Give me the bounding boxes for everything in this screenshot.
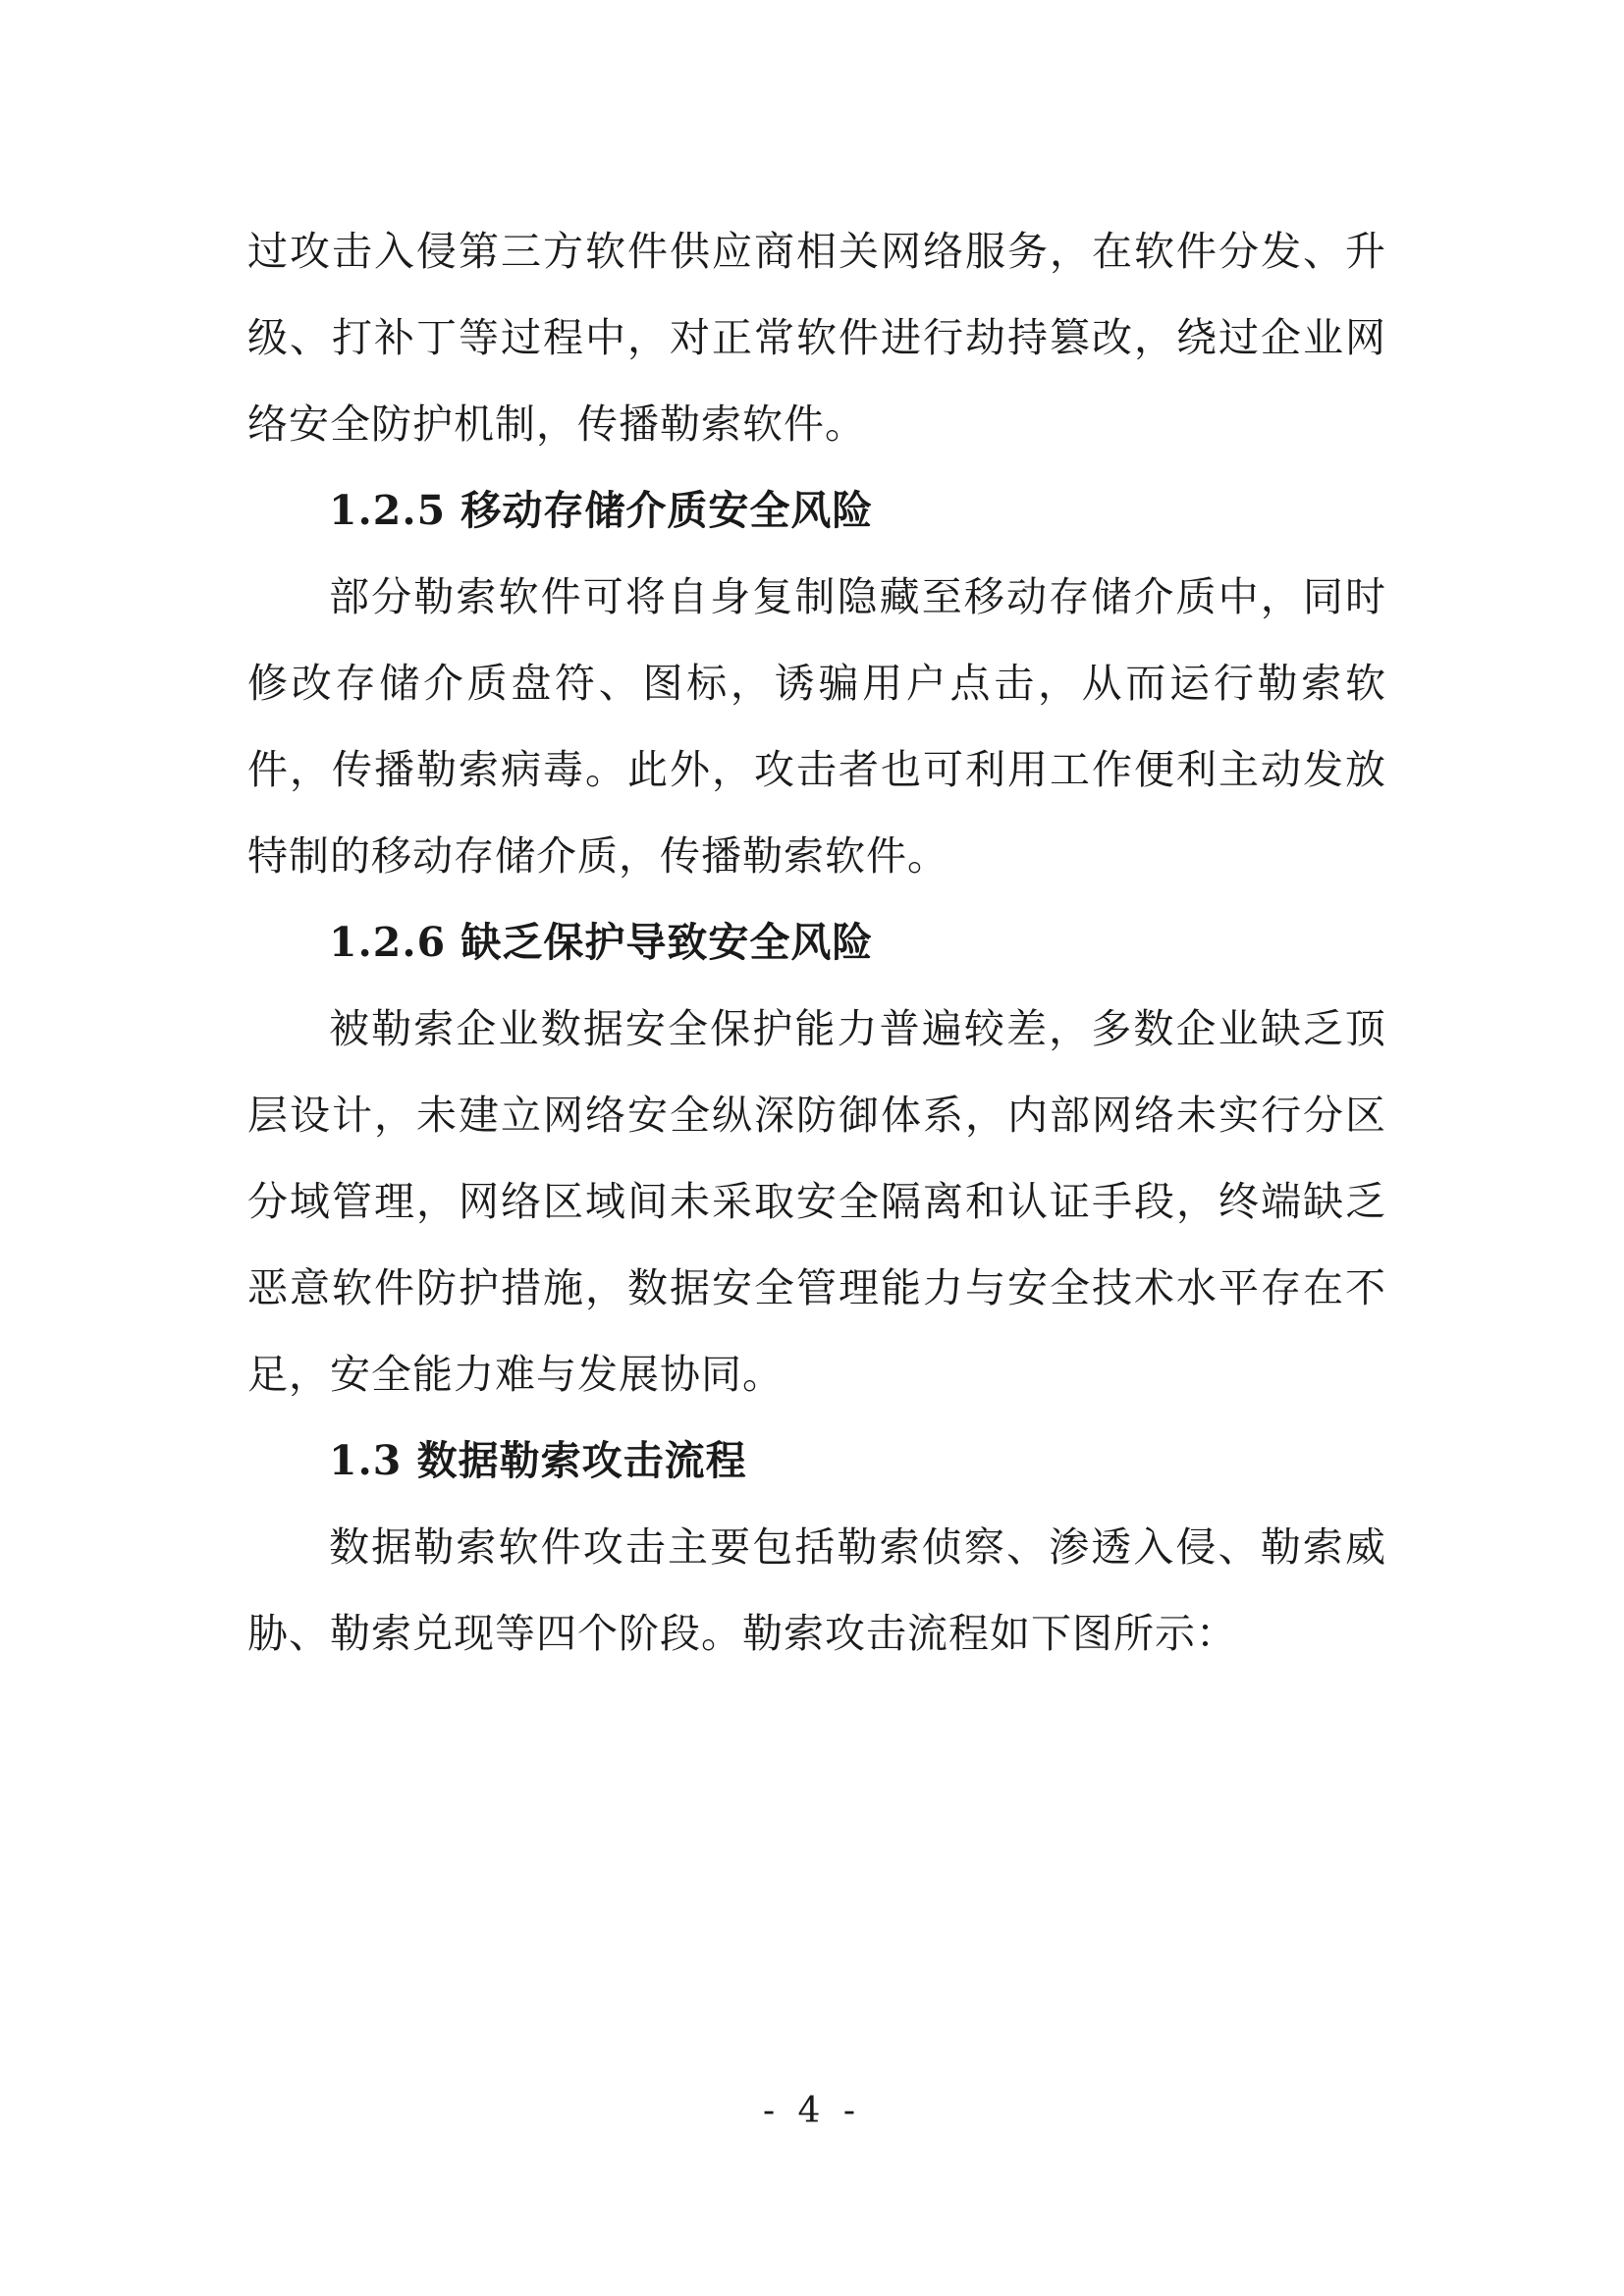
- page-number: - 4 -: [762, 2091, 862, 2131]
- section-heading-1-2-5: 1.2.5 移动存储介质安全风险: [329, 487, 874, 534]
- paragraph-lack-of-protection: 被勒索企业数据安全保护能力普遍较差，多数企业缺乏顶层设计，未建立网络安全纵深防御体系，内部网络未实行分区分域管理，网络区域间未采取安全隔离和认证手段，终端缺乏恶意软件防护措施，数据安全管理能力与安全技术水平存在不足，安全能力难与发展协同。: [247, 1005, 1386, 1398]
- paragraph-attack-process: 数据勒索软件攻击主要包括勒索侦察、渗透入侵、勒索威胁、勒索兑现等四个阶段。勒索攻击流程如下图所示：: [247, 1523, 1386, 1657]
- section-heading-1-3: 1.3 数据勒索攻击流程: [329, 1437, 747, 1484]
- paragraph-removable-media: 部分勒索软件可将自身复制隐藏至移动存储介质中，同时修改存储介质盘符、图标，诱骗用户点击，从而运行勒索软件，传播勒索病毒。此外，攻击者也可利用工作便利主动发放特制的移动存储介质，传播勒索软件。: [247, 573, 1386, 880]
- section-heading-1-2-6: 1.2.6 缺乏保护导致安全风险: [329, 919, 874, 966]
- paragraph-continuation: 过攻击入侵第三方软件供应商相关网络服务，在软件分发、升级、打补丁等过程中，对正常软件进行劫持篡改，绕过企业网络安全防护机制，传播勒索软件。: [247, 228, 1386, 448]
- page-content: [247, 208, 1386, 1677]
